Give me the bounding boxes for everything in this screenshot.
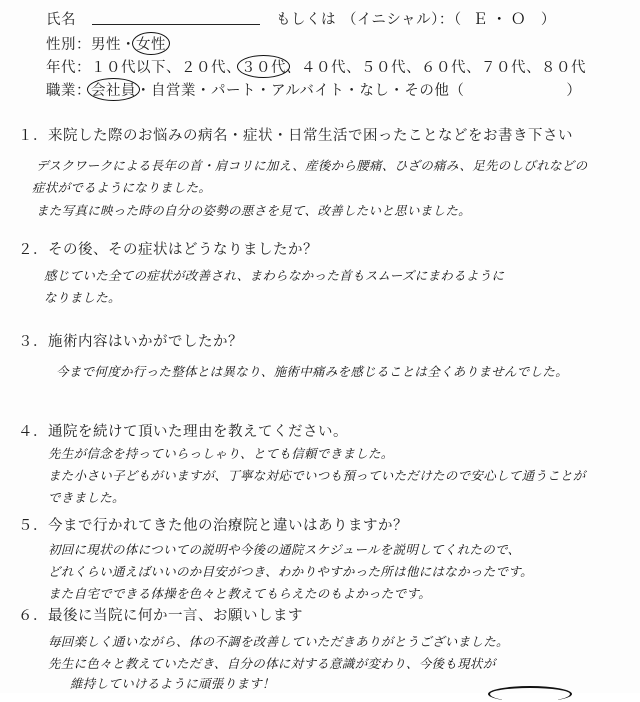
- name-blank-line: [92, 24, 260, 25]
- initial-value: Ｅ・Ｏ: [472, 10, 530, 28]
- job-selected-circled: 会社員: [87, 78, 140, 101]
- gender-male: 男性・: [91, 37, 136, 53]
- answer-4-line-2: また小さい子どもがいますが、丁寧な対応でいつも預っていただけたので安心して通うことが: [48, 468, 586, 483]
- question-3: ３．施術内容はいかがでしたか？: [18, 334, 243, 350]
- stamp-mark: [488, 686, 572, 702]
- name-label: 氏名: [46, 12, 76, 28]
- answer-6-line-1: 毎回楽しく通いながら、体の不調を改善していただきありがとうございました。: [48, 634, 509, 649]
- gender-female-circled: 女性: [132, 32, 170, 55]
- answer-6-line-3: 維持していけるように頑張ります！: [70, 676, 275, 691]
- job-options-post: ・自営業・パート・アルバイト・なし・その他（: [136, 83, 465, 99]
- age-label: 年代：: [46, 60, 91, 76]
- job-close: ）: [566, 83, 582, 99]
- answer-2-line-2: なりました。: [44, 290, 121, 305]
- question-1: １．来院した際のお悩みの病名・症状・日常生活で困ったことなどをお書き下さい: [18, 128, 573, 144]
- age-options-pre: １０代以下、２０代、: [91, 60, 241, 76]
- answer-1-line-2: 症状がでるようになりました。: [32, 180, 212, 195]
- answer-1-line-1: デスクワークによる長年の首・肩コリに加え、産後から腰痛、ひざの痛み、足先のしびれなどの: [36, 158, 588, 173]
- question-2: ２．その後、その症状はどうなりましたか？: [18, 242, 318, 258]
- question-5: ５．今まで行かれてきた他の治療院と違いはありますか？: [18, 518, 408, 534]
- or-label: もしくは: [276, 12, 336, 28]
- question-6: ６．最後に当院に何か一言、お願いします: [18, 608, 303, 624]
- age-selected-circled: ３０代: [237, 55, 290, 78]
- initial-close: ）: [540, 12, 556, 28]
- answer-5-line-2: どれくらい通えばいいのか目安がつき、わかりやすかった所は他にはなかったです。: [48, 564, 533, 579]
- age-row: [46, 56, 586, 77]
- job-label: 職業：: [46, 83, 91, 99]
- answer-3-line-1: 今まで何度か行った整体とは異なり、施術中痛みを感じることは全くありませんでした。: [56, 364, 569, 379]
- initial-field: [342, 8, 556, 29]
- answer-6-line-2: 先生に色々と教えていただき、自分の体に対する意識が変わり、今後も現状が: [48, 656, 496, 671]
- answer-5-line-3: また自宅でできる体操を色々と教えてもらえたのもよかったです。: [48, 586, 432, 601]
- answer-1-line-3: また写真に映った時の自分の姿勢の悪さを見て、改善したいと思いました。: [36, 203, 471, 218]
- answer-5-line-1: 初回に現状の体についての説明や今後の通院スケジュールを説明してくれたので、: [48, 542, 521, 557]
- answer-4-line-1: 先生が信念を持っていらっしゃり、とても信頼できました。: [48, 446, 394, 461]
- initial-label: （イニシャル）：（: [342, 12, 462, 28]
- answer-4-line-3: できました。: [48, 490, 125, 505]
- job-row: [46, 79, 581, 100]
- age-options-post: 、４０代、５０代、６０代、７０代、８０代: [286, 60, 586, 76]
- answer-2-line-1: 感じていた全ての症状が改善され、まわらなかった首もスムーズにまわるように: [44, 268, 505, 283]
- question-4: ４．通院を続けて頂いた理由を教えてください。: [18, 424, 348, 440]
- gender-label: 性別：: [46, 37, 91, 53]
- gender-row: [46, 33, 166, 54]
